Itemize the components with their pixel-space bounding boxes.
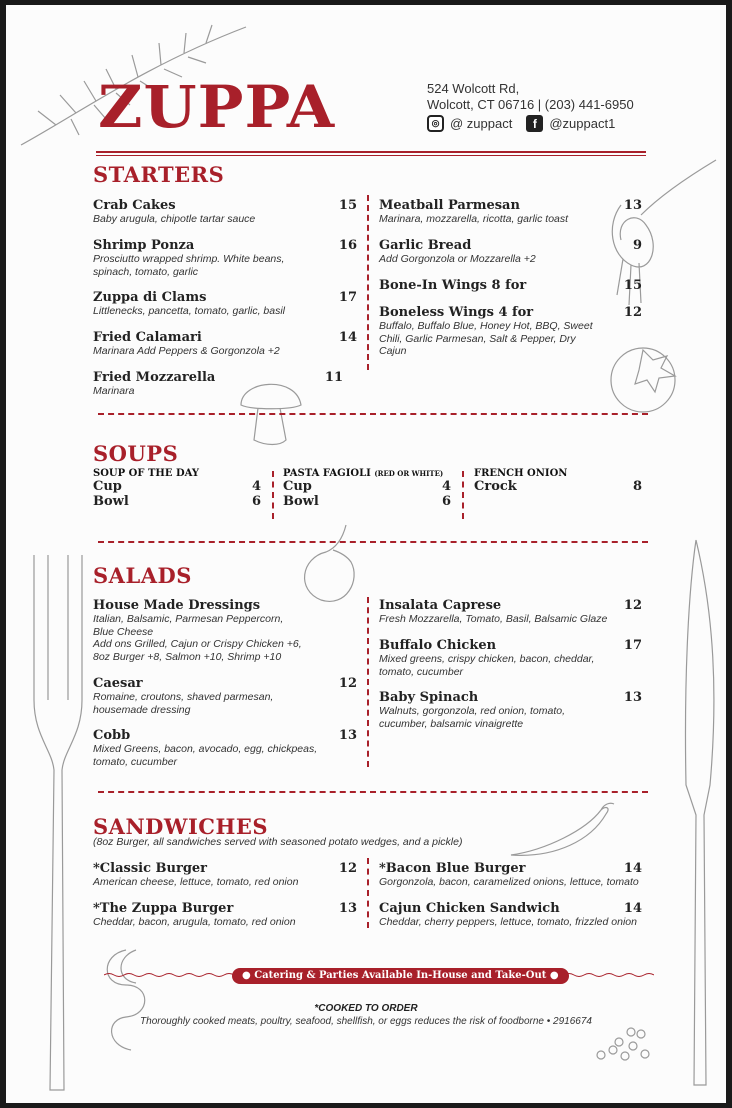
instagram-icon: ◎	[427, 115, 444, 132]
soup-size: Bowl	[283, 494, 319, 509]
item-name: Crab Cakes	[93, 198, 176, 213]
soup-price: 8	[632, 479, 642, 494]
item-price: 17	[623, 638, 642, 653]
menu-item	[379, 690, 642, 730]
item-description: Mixed greens, crispy chicken, bacon, cheddar, tomato, cucumber	[379, 653, 595, 678]
menu-item	[379, 861, 642, 889]
section-title-sandwiches: SANDWICHES	[93, 814, 268, 839]
item-name: Meatball Parmesan	[379, 198, 520, 213]
soup-heading: SOUP OF THE DAY	[93, 468, 200, 479]
item-name: Garlic Bread	[379, 238, 472, 253]
item-description: Mixed Greens, bacon, avocado, egg, chickpeas, tomato, cucumber	[93, 743, 318, 768]
soup-size: Cup	[283, 479, 312, 494]
header-divider	[96, 151, 646, 153]
item-price: 15	[623, 278, 642, 293]
soup-option	[93, 479, 261, 494]
section-divider	[98, 413, 648, 415]
column-divider	[367, 858, 369, 928]
menu-item	[93, 901, 357, 929]
soup-size: Bowl	[93, 494, 129, 509]
item-description: Add Gorgonzola or Mozzarella +2	[379, 253, 536, 265]
section-title-starters: STARTERS	[93, 162, 225, 187]
address-line1: 524 Wolcott Rd,	[427, 81, 520, 96]
item-description: Cheddar, cherry peppers, lettuce, tomato, frizzled onion	[379, 916, 637, 928]
item-name: Fried Mozzarella	[93, 370, 216, 385]
menu-item	[93, 861, 357, 889]
menu-item	[93, 598, 357, 663]
soup-heading-text: PASTA FAGIOLI	[283, 468, 371, 479]
menu-item	[93, 330, 357, 358]
pasta-sketch	[96, 945, 166, 1055]
menu-item	[379, 278, 642, 293]
soup-option	[283, 494, 451, 509]
item-price: 13	[623, 198, 642, 213]
item-name: Insalata Caprese	[379, 598, 502, 613]
soup-heading: FRENCH ONION	[474, 468, 568, 479]
item-description: Marinara	[93, 385, 135, 397]
item-price: 14	[623, 901, 642, 916]
column-divider	[272, 471, 274, 519]
item-description: Gorgonzola, bacon, caramelized onions, lettuce, tomato	[379, 876, 639, 888]
social-links	[427, 115, 615, 132]
soup-price: 4	[441, 479, 451, 494]
item-price: 15	[338, 198, 357, 213]
item-name: Cajun Chicken Sandwich	[379, 901, 560, 916]
address-line2: Wolcott, CT 06716 | (203) 441-6950	[427, 97, 634, 112]
header-divider-thin	[96, 155, 646, 156]
column-divider	[367, 597, 369, 767]
facebook-handle[interactable]: @zuppact1	[549, 116, 616, 131]
item-name: Zuppa di Clams	[93, 290, 207, 305]
menu-item	[93, 290, 357, 318]
item-price: 12	[623, 305, 642, 320]
item-name: Cobb	[93, 728, 131, 743]
soup-column	[474, 468, 642, 494]
menu-page	[6, 5, 726, 1103]
item-name: *Classic Burger	[93, 861, 208, 876]
sandwiches-note: (8oz Burger, all sandwiches served with seasoned potato wedges, and a pickle)	[93, 836, 463, 848]
soup-heading-note: (RED OR WHITE)	[374, 469, 444, 478]
soup-size: Crock	[474, 479, 517, 494]
soup-price: 4	[251, 479, 261, 494]
footer-title: *COOKED TO ORDER	[314, 1003, 418, 1014]
item-description: Italian, Balsamic, Parmesan Peppercorn, Blue Cheese	[93, 613, 284, 638]
soup-heading	[283, 468, 451, 479]
section-title-soups: SOUPS	[93, 441, 179, 466]
item-name: Caesar	[93, 676, 143, 691]
item-name: *Bacon Blue Burger	[379, 861, 526, 876]
item-price: 14	[338, 330, 357, 345]
menu-item	[379, 238, 642, 266]
soup-price: 6	[441, 494, 451, 509]
column-divider	[367, 195, 369, 370]
section-divider	[98, 541, 648, 543]
item-price: 11	[324, 370, 343, 385]
item-price: 12	[338, 676, 357, 691]
item-description: Cheddar, bacon, arugula, tomato, red onion	[93, 916, 296, 928]
item-price: 13	[338, 728, 357, 743]
soup-option	[93, 494, 261, 509]
item-price: 16	[338, 238, 357, 253]
item-addons: Add ons Grilled, Cajun or Crispy Chicken +6, 8oz Burger +8, Salmon +10, Shrimp +10	[93, 638, 302, 663]
menu-item	[93, 370, 357, 398]
item-name: House Made Dressings	[93, 598, 261, 613]
menu-item	[93, 198, 357, 226]
item-description: Buffalo, Buffalo Blue, Honey Hot, BBQ, Sweet Chili, Garlic Parmesan, Salt & Pepper, Dry Cajun	[379, 320, 593, 357]
item-description: Romaine, croutons, shaved parmesan, housemade dressing	[93, 691, 274, 716]
item-price: 12	[623, 598, 642, 613]
facebook-icon: f	[526, 115, 543, 132]
instagram-handle[interactable]: @ zuppact	[450, 116, 513, 131]
item-description: Littlenecks, pancetta, tomato, garlic, basil	[93, 305, 286, 317]
item-description: Prosciutto wrapped shrimp. White beans, spinach, tomato, garlic	[93, 253, 285, 278]
catering-banner: ● Catering & Parties Available In-House and Take-Out ●	[232, 968, 569, 984]
menu-item	[379, 638, 642, 678]
menu-item	[379, 305, 642, 358]
item-description: Walnuts, gorgonzola, red onion, tomato, cucumber, balsamic vinaigrette	[379, 705, 566, 730]
item-price: 13	[338, 901, 357, 916]
item-name: Bone-In Wings 8 for	[379, 278, 527, 293]
item-description: Marinara Add Peppers & Gorgonzola +2	[93, 345, 280, 357]
item-price: 13	[623, 690, 642, 705]
item-description: American cheese, lettuce, tomato, red onion	[93, 876, 299, 888]
peppercorns-sketch	[591, 1020, 661, 1070]
item-name: Baby Spinach	[379, 690, 479, 705]
section-title-salads: SALADS	[93, 563, 192, 588]
restaurant-logo: ZUPPA	[98, 73, 336, 141]
column-divider	[462, 471, 464, 519]
footer-disclaimer: Thoroughly cooked meats, poultry, seafood, shellfish, or eggs reduces the risk of foodborne • 2916674	[140, 1016, 592, 1027]
menu-item	[93, 676, 357, 716]
menu-item	[379, 198, 642, 226]
menu-item	[379, 598, 642, 626]
item-description: Baby arugula, chipotle tartar sauce	[93, 213, 256, 225]
item-price: 12	[338, 861, 357, 876]
soup-size: Cup	[93, 479, 122, 494]
item-name: Buffalo Chicken	[379, 638, 497, 653]
soup-price: 6	[251, 494, 261, 509]
item-name: Fried Calamari	[93, 330, 202, 345]
item-name: Shrimp Ponza	[93, 238, 195, 253]
onion-sketch	[291, 520, 361, 605]
item-price: 14	[623, 861, 642, 876]
item-price: 17	[338, 290, 357, 305]
chili-pepper-sketch	[506, 800, 616, 860]
section-divider	[98, 791, 648, 793]
soup-option	[474, 479, 642, 494]
menu-item	[93, 728, 357, 768]
menu-item	[93, 238, 357, 278]
menu-item	[379, 901, 642, 929]
item-name: Boneless Wings 4 for	[379, 305, 534, 320]
item-price: 9	[632, 238, 642, 253]
item-name: *The Zuppa Burger	[93, 901, 234, 916]
soup-column	[93, 468, 261, 509]
soup-option	[283, 479, 451, 494]
item-description: Fresh Mozzarella, Tomato, Basil, Balsamic Glaze	[379, 613, 608, 625]
item-description: Marinara, mozzarella, ricotta, garlic toast	[379, 213, 569, 225]
soup-column	[283, 468, 451, 509]
